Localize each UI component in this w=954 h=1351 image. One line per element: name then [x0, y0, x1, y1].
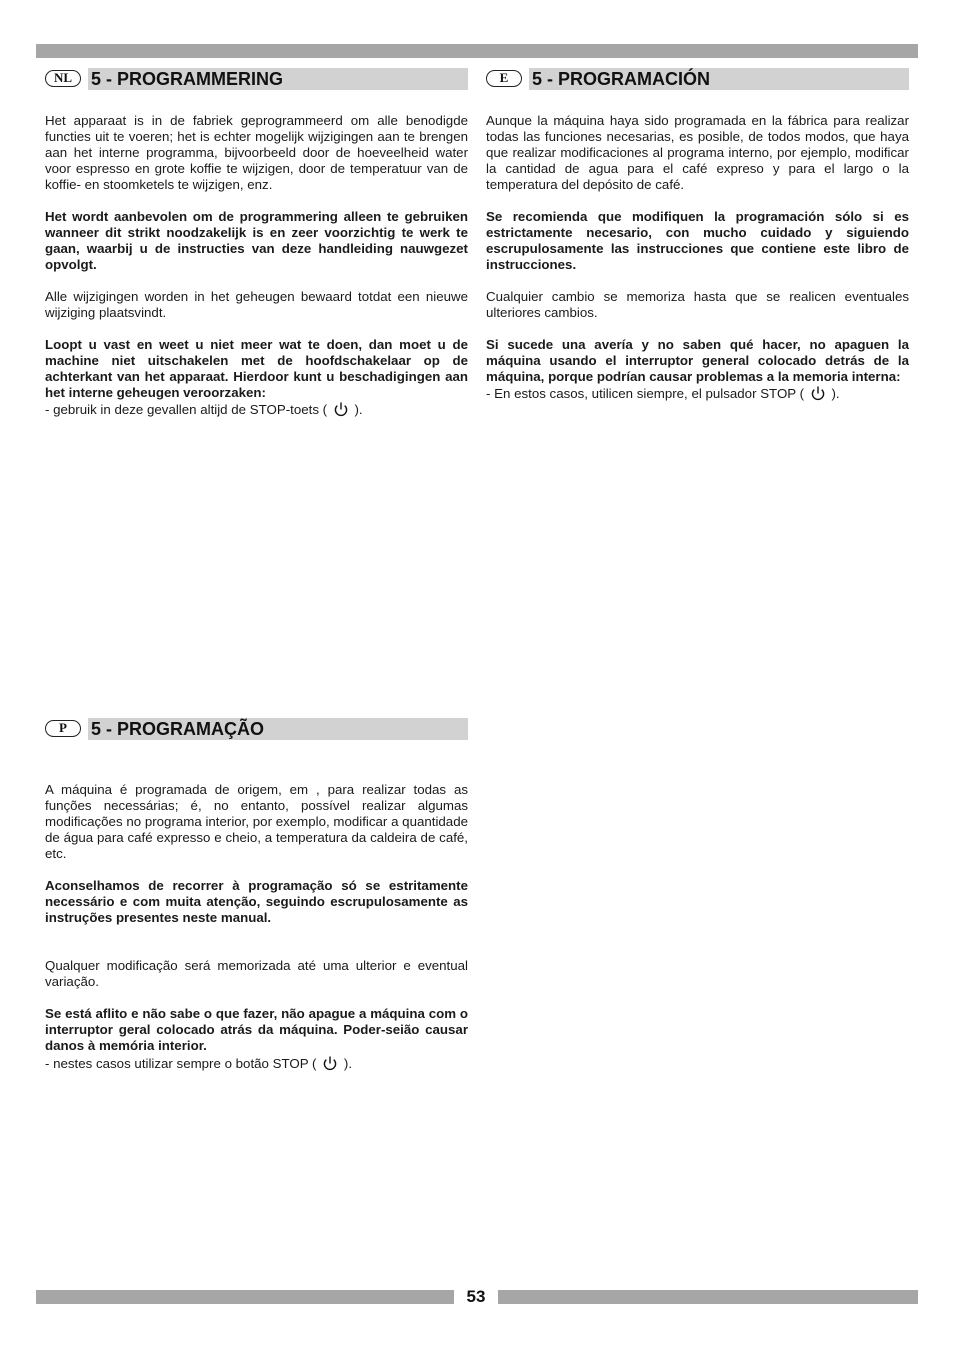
bullet-text-end: ). — [831, 386, 840, 401]
bullet-item — [486, 385, 909, 402]
bullet-text: - gebruik in deze gevallen altijd de STOP-toets ( — [45, 402, 328, 417]
bullet-text-end: ). — [343, 1056, 353, 1071]
bullet-text: - En estos casos, utilicen siempre, el pulsador STOP ( — [486, 386, 805, 401]
paragraph: Alle wijzigingen worden in het geheugen bewaard totdat een nieuwe wijziging plaatsvindt. — [45, 289, 468, 320]
power-icon — [322, 1055, 338, 1072]
paragraph: Qualquer modificação será memorizada até uma ulterior e eventual variação. — [45, 958, 468, 989]
paragraph: Het apparaat is in de fabriek geprogrammeerd om alle benodigde functies uit te voeren; het is echter mogelijk wijzigingen aan te brengen aan het interne programma, bijvoorbeeld door de hoeveelheid water voor espresso en grote koffie te wijzigen, door de temperatuur van de koffie- en stoomketels te wijzigen, enz. — [45, 113, 468, 192]
warning-paragraph: Se recomienda que modifiquen la programación sólo si es estrictamente necesario, con mucho cuidado y siguiendo escrupulosamente las instrucciones que contiene este libro de instrucciones. — [486, 209, 909, 272]
warning-paragraph: Aconselhamos de recorrer à programação só se estritamente necessário e com muita atenção, seguindo escrupulosamente as instruções presentes neste manual. — [45, 878, 468, 925]
paragraph: Aunque la máquina haya sido programada en la fábrica para realizar todas las funciones necesarias, es posible, de todos modos, que haya que realizar modificaciones al programa interno, por ejemplo, modificar la cantidad de agua para el café expreso y para el largo o la temperatura del depósito de café. — [486, 113, 909, 192]
power-icon — [333, 401, 349, 418]
bullet-item — [45, 1055, 468, 1072]
section-title: 5 - PROGRAMACIÓN — [532, 69, 711, 89]
power-icon — [810, 385, 826, 402]
section-body — [45, 113, 468, 418]
section-header — [45, 68, 468, 90]
section-nl — [45, 68, 468, 418]
section-body — [45, 782, 468, 1072]
bullet-text-end: ). — [354, 402, 363, 417]
language-badge: E — [486, 70, 522, 87]
warning-paragraph: Loopt u vast en weet u niet meer wat te doen, dan moet u de machine niet uitschakelen met de hoofdschakelaar op de achterkant van het apparaat. Hierdoor kunt u beschadigingen aan het interne geheugen veroorzaken: — [45, 337, 468, 400]
warning-paragraph: Het wordt aanbevolen om de programmering alleen te gebruiken wanneer dit strikt noodzakelijk is en zeer voorzichtig te werk te gaan, waarbij u de instructies van deze handleiding nauwgezet opvolgt. — [45, 209, 468, 272]
paragraph: Cualquier cambio se memoriza hasta que se realicen eventuales ulteriores cambios. — [486, 289, 909, 320]
language-badge: NL — [45, 70, 81, 87]
bullet-text: - nestes casos utilizar sempre o botão STOP ( — [45, 1056, 317, 1071]
section-header — [45, 718, 468, 740]
section-title: 5 - PROGRAMAÇÃO — [91, 719, 265, 739]
language-badge: P — [45, 720, 81, 737]
warning-paragraph: Se está aflito e não sabe o que fazer, não apague a máquina com o interruptor geral colocado atrás da máquina. Poder-seião causar danos à memória interior. — [45, 1006, 468, 1053]
section-title: 5 - PROGRAMMERING — [91, 69, 284, 89]
section-body — [486, 113, 909, 402]
section-es — [486, 68, 909, 402]
paragraph: A máquina é programada de origem, em , para realizar todas as funções necessárias; é, no entanto, possível realizar algumas modificações no programa interior, por exemplo, modificar a quantidade de água para café expresso e cheio, a temperatura da caldeira de café, etc. — [45, 782, 468, 861]
section-header — [486, 68, 909, 90]
warning-paragraph: Si sucede una avería y no saben qué hacer, no apaguen la máquina usando el interruptor general colocado detrás de la máquina, porque podrían causar problemas a la memoria interna: — [486, 337, 909, 384]
page-number: 53 — [466, 1287, 486, 1306]
bottom-rule-right — [498, 1290, 918, 1304]
section-pt — [45, 718, 468, 1072]
bottom-rule-left — [36, 1290, 454, 1304]
top-rule — [36, 44, 918, 58]
bullet-item — [45, 401, 468, 418]
